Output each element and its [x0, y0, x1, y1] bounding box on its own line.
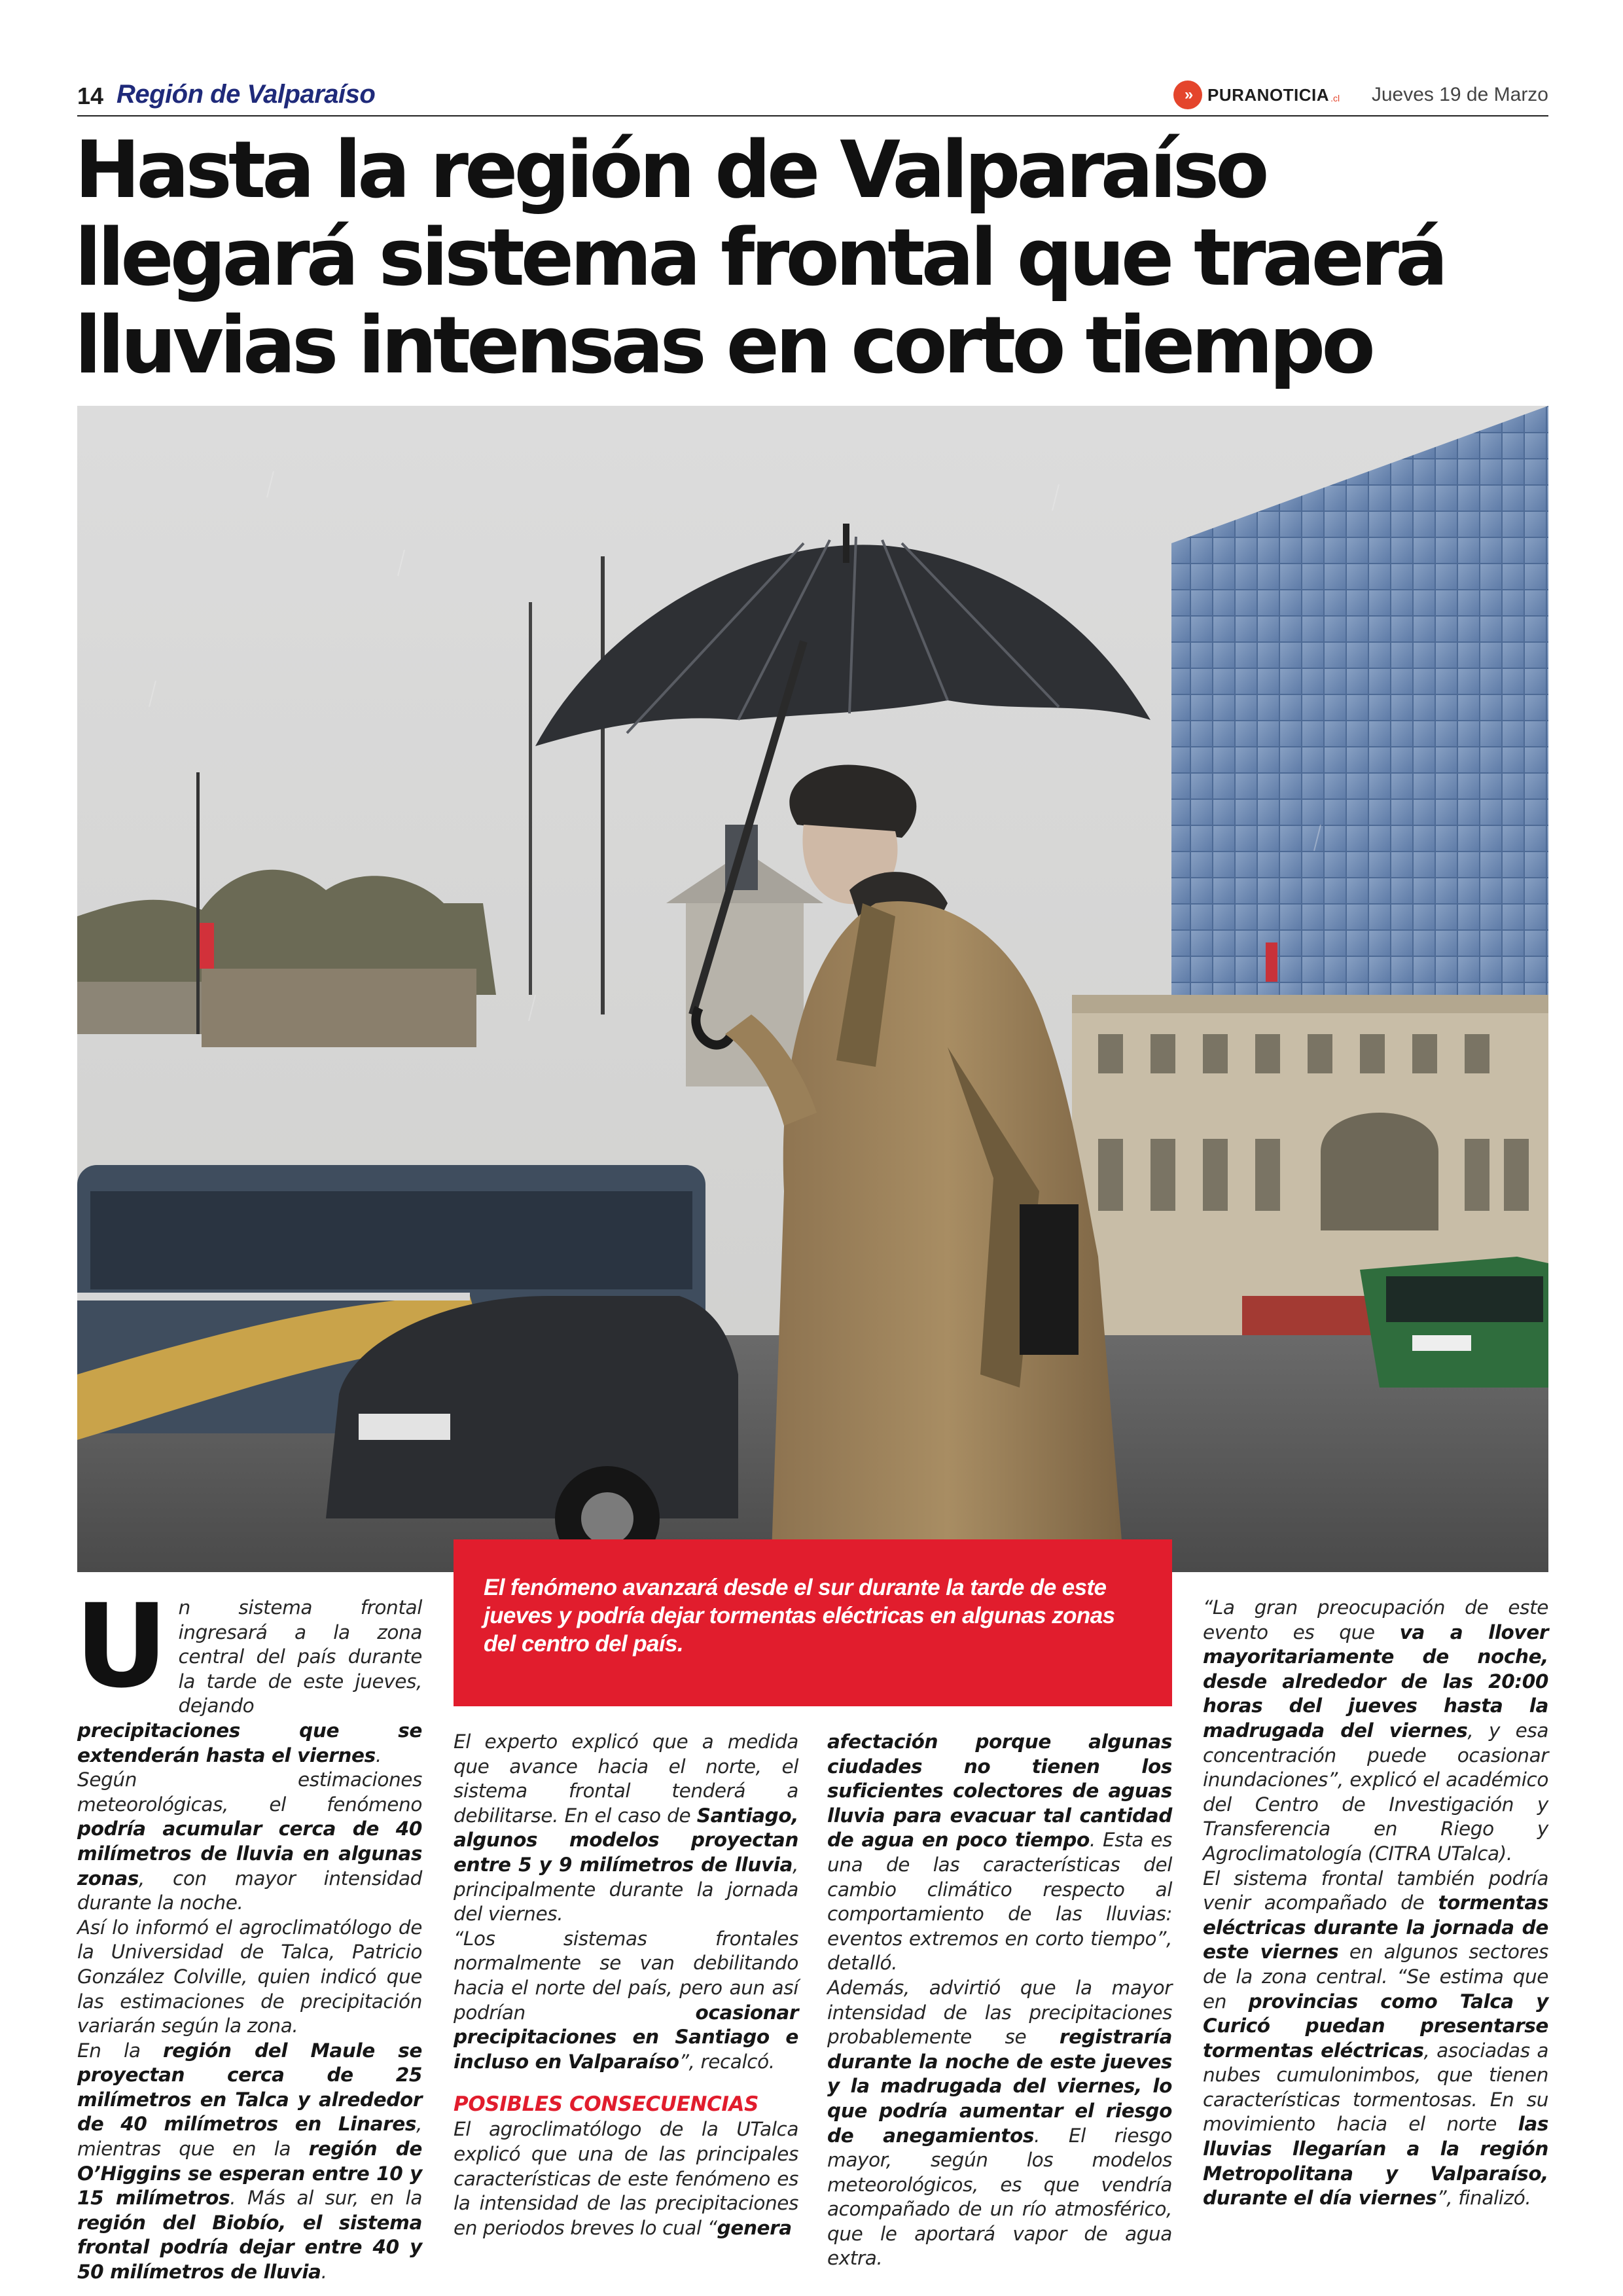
emphasis: genera [717, 2216, 792, 2239]
paragraph: En la región del Maule se proyectan cerca de 25 milímetros en Talca y alrededor de 40 milímetros en Linares, mientras que en la región de O’Higgins se esperan entre 10 y 15 milímetros. Más al sur, en la región del Biobío, el sistema frontal podría dejar entre 40 y 50 milímetros de lluvia. [77, 2039, 422, 2284]
article-column-1 [75, 1579, 422, 2285]
section-title: Región de Valparaíso [116, 80, 376, 109]
emphasis: afectación porque algunas ciudades no tienen los suficientes colectores de aguas lluvia para evacuar tal cantidad de agua en poco tiempo [827, 1731, 1172, 1852]
page-number: 14 [77, 82, 104, 109]
news-photo [77, 406, 1548, 1572]
drop-cap: U [75, 1579, 168, 1713]
article-column-4 [1203, 1596, 1548, 2211]
emphasis: registraría durante la noche de este jueves y la madrugada del viernes, lo que podría aumentar el riesgo de anegamientos [827, 2026, 1172, 2147]
emphasis: va a llover mayoritariamente de noche, desde alrededor de las 20:00 horas del jueves hasta la madrugada del viernes [1203, 1621, 1548, 1742]
brand-suffix: .cl [1330, 93, 1340, 103]
photo-caption [454, 1539, 1172, 1706]
emphasis: tormentas eléctricas durante la jornada de este viernes [1203, 1892, 1548, 1964]
brand-arrows-icon: » [1173, 81, 1202, 109]
emphasis: precipitaciones que se extenderán hasta el viernes [77, 1719, 422, 1767]
emphasis: podría acumular cerca de 40 milímetros de lluvia en algunas zonas [77, 1818, 422, 1890]
paragraph: “Los sistemas frontales normalmente se van debilitando hacia el norte del país, pero aun así podrían ocasionar precipitaciones en Santiago e incluso en Valparaíso”, recalcó. [454, 1927, 798, 2073]
paragraph: El experto explicó que a medida que avance hacia el norte, el sistema frontal tenderá a debilitarse. En el caso de Santiago, algunos modelos proyectan entre 5 y 9 milímetros de lluvia, principalmente durante la jornada del viernes. [454, 1731, 798, 1926]
emphasis: región del Maule se proyectan cerca de 25 milímetros en Talca y alrededor de 40 milímetros en Linares [77, 2039, 422, 2136]
emphasis: las lluvias llegarían a la región Metropolitana y Valparaíso, durante el día viernes [1203, 2113, 1548, 2210]
paragraph: Según estimaciones meteorológicas, el fenómeno podría acumular cerca de 40 milímetros de lluvia en algunas zonas, con mayor intensidad durante la noche. [77, 1768, 422, 1914]
emphasis: región del Biobío, el sistema frontal podría dejar entre 40 y 50 milímetros de lluvia [77, 2211, 422, 2284]
paragraph: Además, advirtió que la mayor intensidad de las precipitaciones probablemente se registraría durante la noche de este jueves y la madrugada del viernes, lo que podría aumentar el riesgo de anegamientos. El riesgo mayor, según los modelos meteorológicos, es que vendría acompañado de un río atmosférico, que le aportará vapor de agua extra. [827, 1976, 1173, 2270]
brand-name: PURANOTICIA [1207, 84, 1330, 105]
paragraph: n sistema frontal ingresará a la zona central del país durante la tarde de este jueves, dejando precipitaciones que se extenderán hasta el viernes. [77, 1596, 422, 1767]
paragraph: Así lo informó el agroclimatólogo de la Universidad de Talca, Patricio González Colville, quien indicó que las estimaciones de precipitación variarán según la zona. [77, 1916, 422, 2037]
article-column-2 [454, 1730, 798, 2240]
header-divider [77, 115, 1548, 117]
issue-date: Jueves 19 de Marzo [1371, 84, 1548, 105]
headline: Hasta la región de Valparaíso llegará sistema frontal que traerá lluvias intensas en corto tiempo [75, 125, 1445, 391]
article-column-3 [827, 1730, 1172, 2271]
photo-caption-text: El fenómeno avanzará desde el sur durante la tarde de este jueves y podría dejar tormentas eléctricas en algunas zonas del centro del país. [484, 1575, 1115, 1657]
page-header [77, 77, 1548, 115]
paragraph: El sistema frontal también podría venir acompañado de tormentas eléctricas durante la jornada de este viernes en algunos sectores de la zona central. “Se estima que en provincias como Talca y Curicó puedan presentarse tormentas eléctricas, asociadas a nubes cumulonimbos, que tienen características tormentosas. En su movimiento hacia el norte las lluvias llegarían a la región Metropolitana y Valparaíso, durante el día viernes”, finalizó. [1203, 1867, 1548, 2210]
paragraph: “La gran preocupación de este evento es que va a llover mayoritariamente de noche, desde alrededor de las 20:00 horas del jueves hasta la madrugada del viernes, y esa concentración puede ocasionar inundaciones”, explicó el académico del Centro de Investigación y Transferencia en Riego y Agroclimatología (CITRA UTalca). [1203, 1596, 1548, 1865]
emphasis: ocasionar precipitaciones en Santiago e incluso en Valparaíso [454, 2001, 798, 2073]
paragraph: El agroclimatólogo de la UTalca explicó que una de las principales características de este fenómeno es la intensidad de las precipitaciones en periodos breves lo cual “genera [454, 2118, 798, 2239]
subheading: POSIBLES CONSECUENCIAS [454, 2092, 759, 2117]
emphasis: Santiago, algunos modelos proyectan entre 5 y 9 milímetros de lluvia [454, 1804, 798, 1876]
emphasis: región de O’Higgins se esperan entre 10 y 15 milímetros [77, 2138, 422, 2210]
emphasis: provincias como Talca y Curicó puedan presentarse tormentas eléctricas [1203, 1990, 1548, 2062]
paragraph: afectación porque algunas ciudades no tienen los suficientes colectores de aguas lluvia para evacuar tal cantidad de agua en poco tiempo. Esta es una de las características del cambio climático respecto al comportamiento de las lluvias: eventos extremos en corto tiempo”, detalló. [827, 1731, 1173, 1975]
brand-logo[interactable] [1173, 79, 1340, 111]
